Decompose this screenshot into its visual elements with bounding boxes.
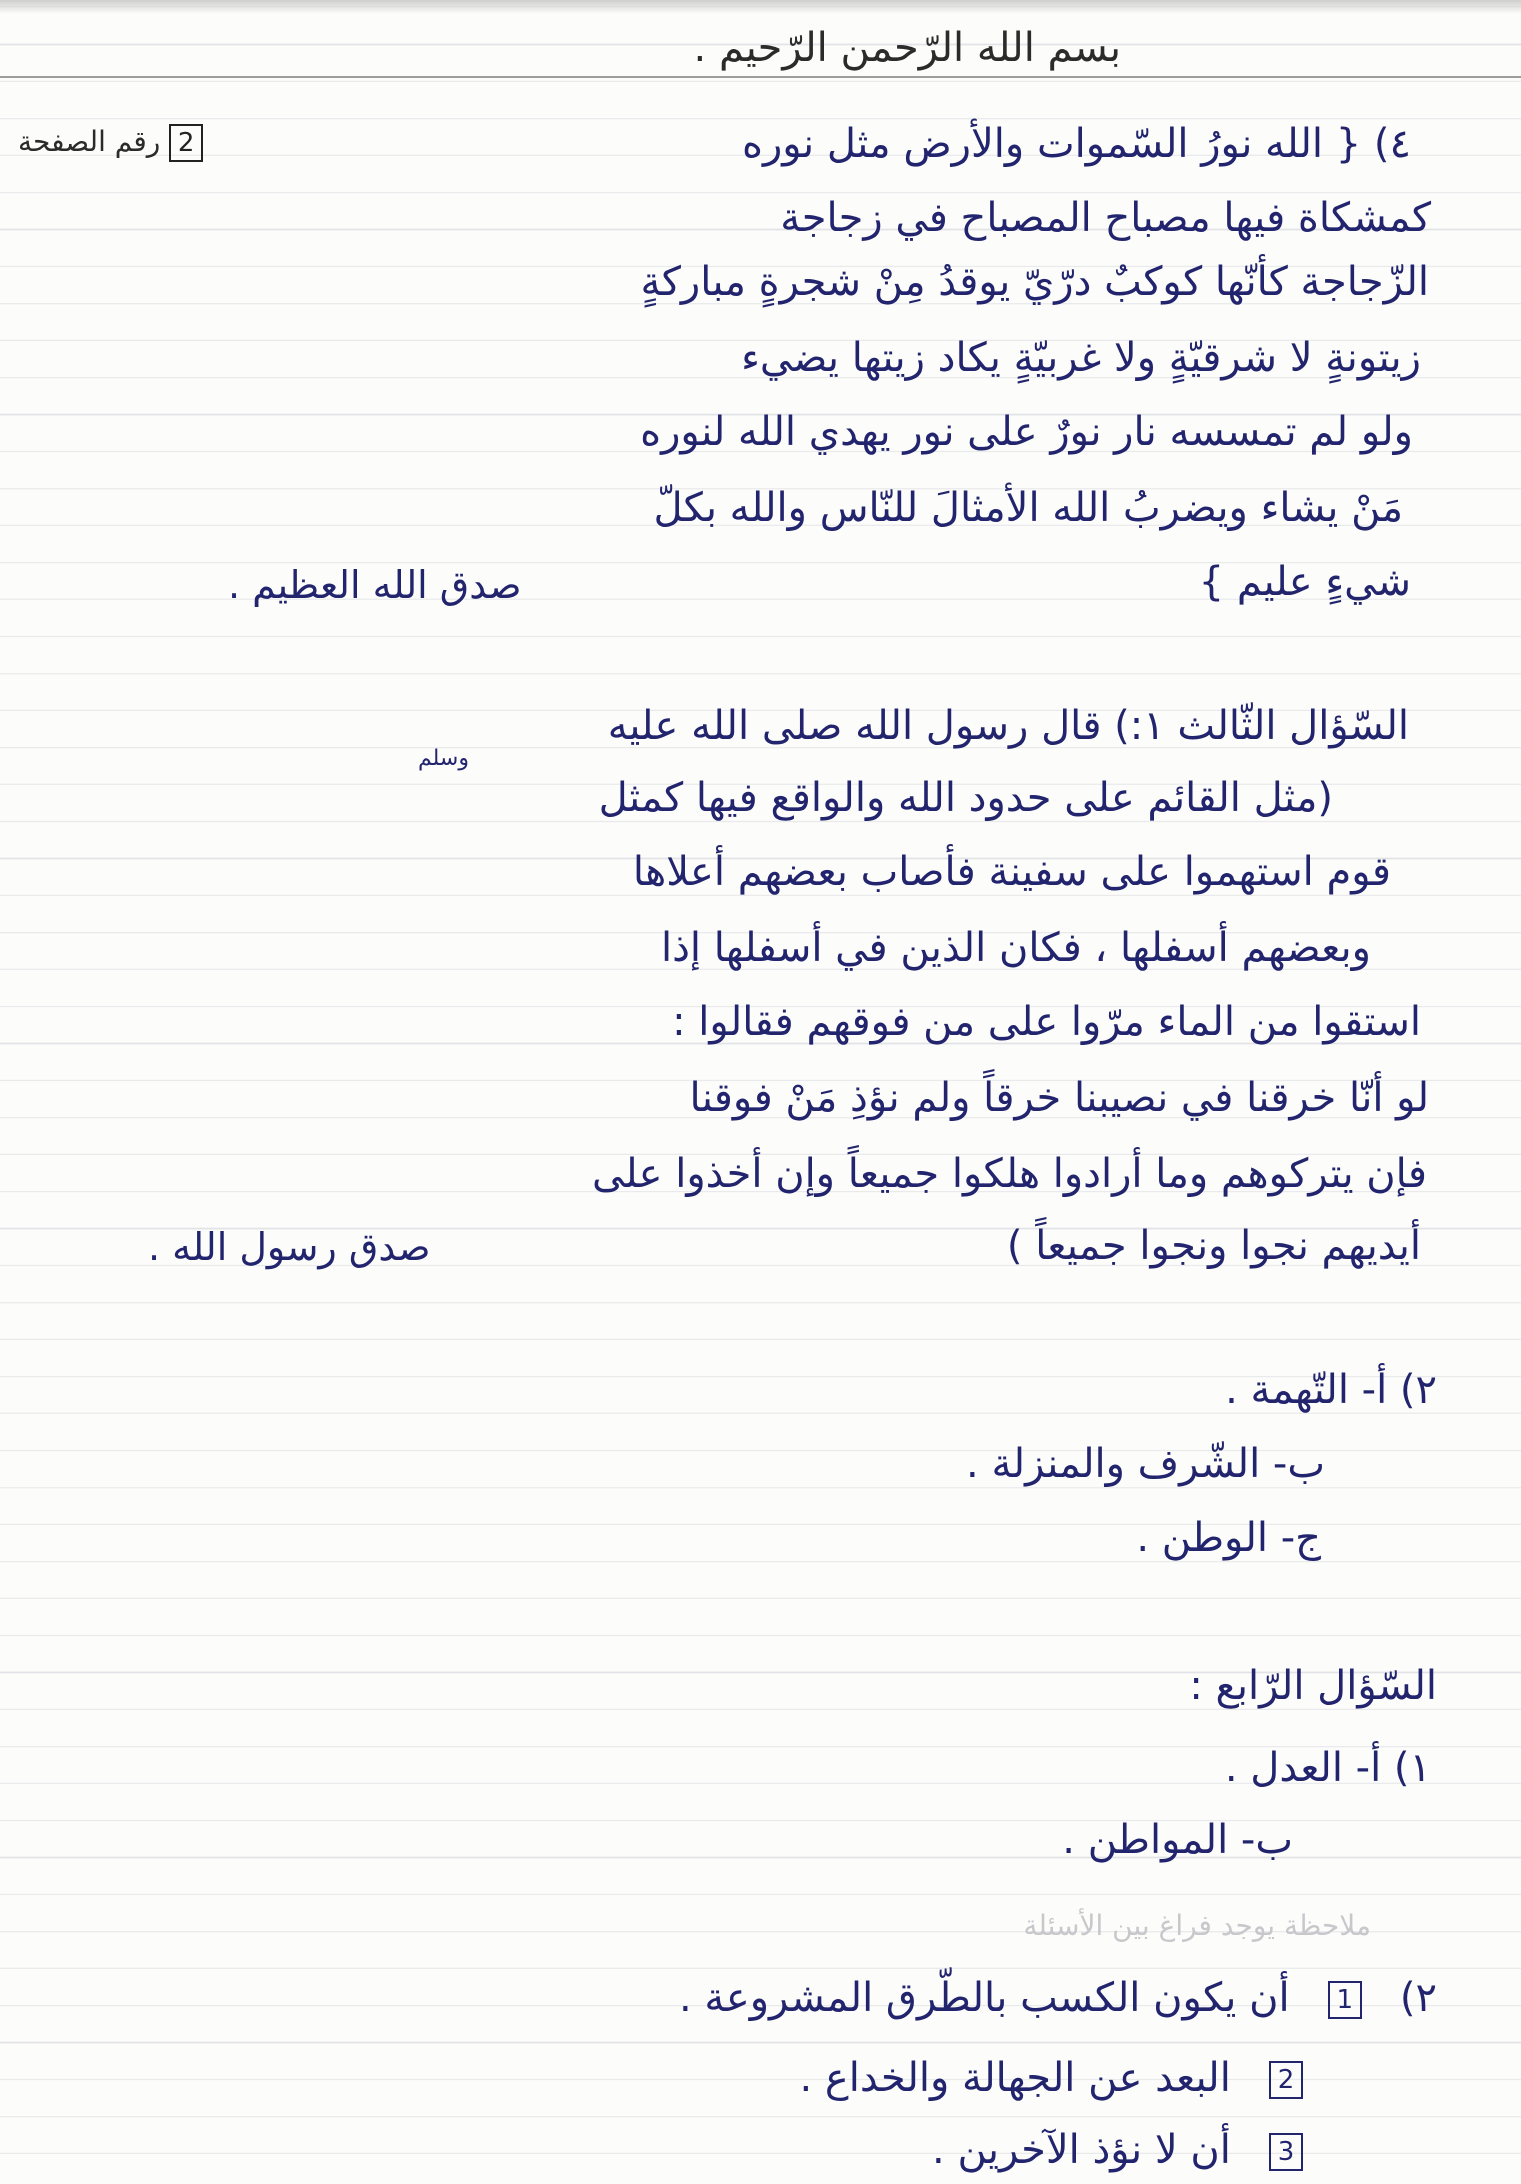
- verse-line-4: زيتونةٍ لا شرقيّةٍ ولا غربيّةٍ يكاد زيتها يضيء: [741, 335, 1421, 381]
- q3-answer-a: ٢) أ- التّهمة .: [1225, 1367, 1437, 1413]
- page-number-box: 2: [169, 124, 203, 162]
- page-number-text: رقم الصفحة: [18, 125, 161, 158]
- faint-bleed-through-note: ملاحظة يوجد فراغ بين الأسئلة: [1023, 1909, 1371, 1942]
- item-text-2: البعد عن الجهالة والخداع .: [799, 2055, 1231, 2101]
- verse-line-6: مَنْ يشاء ويضربُ الله الأمثالَ للنّاس والله بكلّ: [653, 485, 1403, 531]
- scan-top-shadow: [0, 0, 1521, 14]
- item-number-box-3: 3: [1269, 2133, 1303, 2171]
- hadith-line-1: (مثل القائم على حدود الله والواقع فيها كمثل: [598, 775, 1333, 821]
- hadith-line-7: أيديهم نجوا ونجوا جميعاً ): [1006, 1223, 1421, 1269]
- q4-answer-b: ب- المواطن .: [1062, 1817, 1293, 1863]
- q3-heading: السّؤال الثّالث ١:) قال رسول الله صلى الله عليه: [607, 703, 1409, 749]
- item-text-1: أن يكون الكسب بالطّرق المشروعة .: [678, 1975, 1290, 2021]
- item-number-box-1: 1: [1328, 1981, 1362, 2019]
- verse-closing: صدق الله العظيم .: [228, 563, 522, 607]
- basmala-header: بسم الله الرّحمن الرّحيم .: [693, 25, 1121, 71]
- item-number-box-2: 2: [1269, 2061, 1303, 2099]
- q4-list-item-3: [932, 2127, 1303, 2173]
- header-rule: [0, 76, 1521, 78]
- hadith-line-2: قوم استهموا على سفينة فأصاب بعضهم أعلاها: [632, 849, 1391, 895]
- verse-line-1: ٤) { الله نورُ السّموات والأرض مثل نوره: [742, 121, 1411, 167]
- q3-heading-superscript: وسلم: [418, 746, 469, 771]
- q4-list-item-2: [799, 2055, 1303, 2101]
- q4-list-item-1: [678, 1975, 1437, 2021]
- hadith-line-5: لو أنّا خرقنا في نصيبنا خرقاً ولم نؤذِ مَنْ فوقنا: [689, 1075, 1429, 1121]
- q3-answer-c: ج- الوطن .: [1136, 1515, 1321, 1561]
- q4-heading: السّؤال الرّابع :: [1189, 1663, 1437, 1709]
- verse-line-2: كمشكاة فيها مصباح المصباح في زجاجة: [780, 195, 1431, 241]
- q3-answer-b: ب- الشّرف والمنزلة .: [966, 1441, 1325, 1487]
- verse-line-7: شيءٍ عليم }: [1198, 559, 1411, 605]
- item-text-3: أن لا نؤذ الآخرين .: [932, 2127, 1231, 2173]
- hadith-line-4: استقوا من الماء مرّوا على من فوقهم فقالوا :: [672, 999, 1421, 1045]
- hadith-closing: صدق رسول الله .: [148, 1225, 431, 1269]
- list-prefix: ٢): [1399, 1975, 1437, 2021]
- q4-answer-a: ١) أ- العدل .: [1224, 1745, 1431, 1791]
- page-number-label: [18, 124, 207, 162]
- verse-line-3: الزّجاجة كأنّها كوكبٌ درّيّ يوقدُ مِنْ شجرةٍ مباركةٍ: [640, 259, 1429, 305]
- hadith-line-3: وبعضهم أسفلها ، فكان الذين في أسفلها إذا: [660, 925, 1371, 971]
- hadith-line-6: فإن يتركوهم وما أرادوا هلكوا جميعاً وإن أخذوا على: [592, 1151, 1427, 1197]
- verse-line-5: ولو لم تمسسه نار نورٌ على نور يهدي الله لنوره: [640, 409, 1413, 455]
